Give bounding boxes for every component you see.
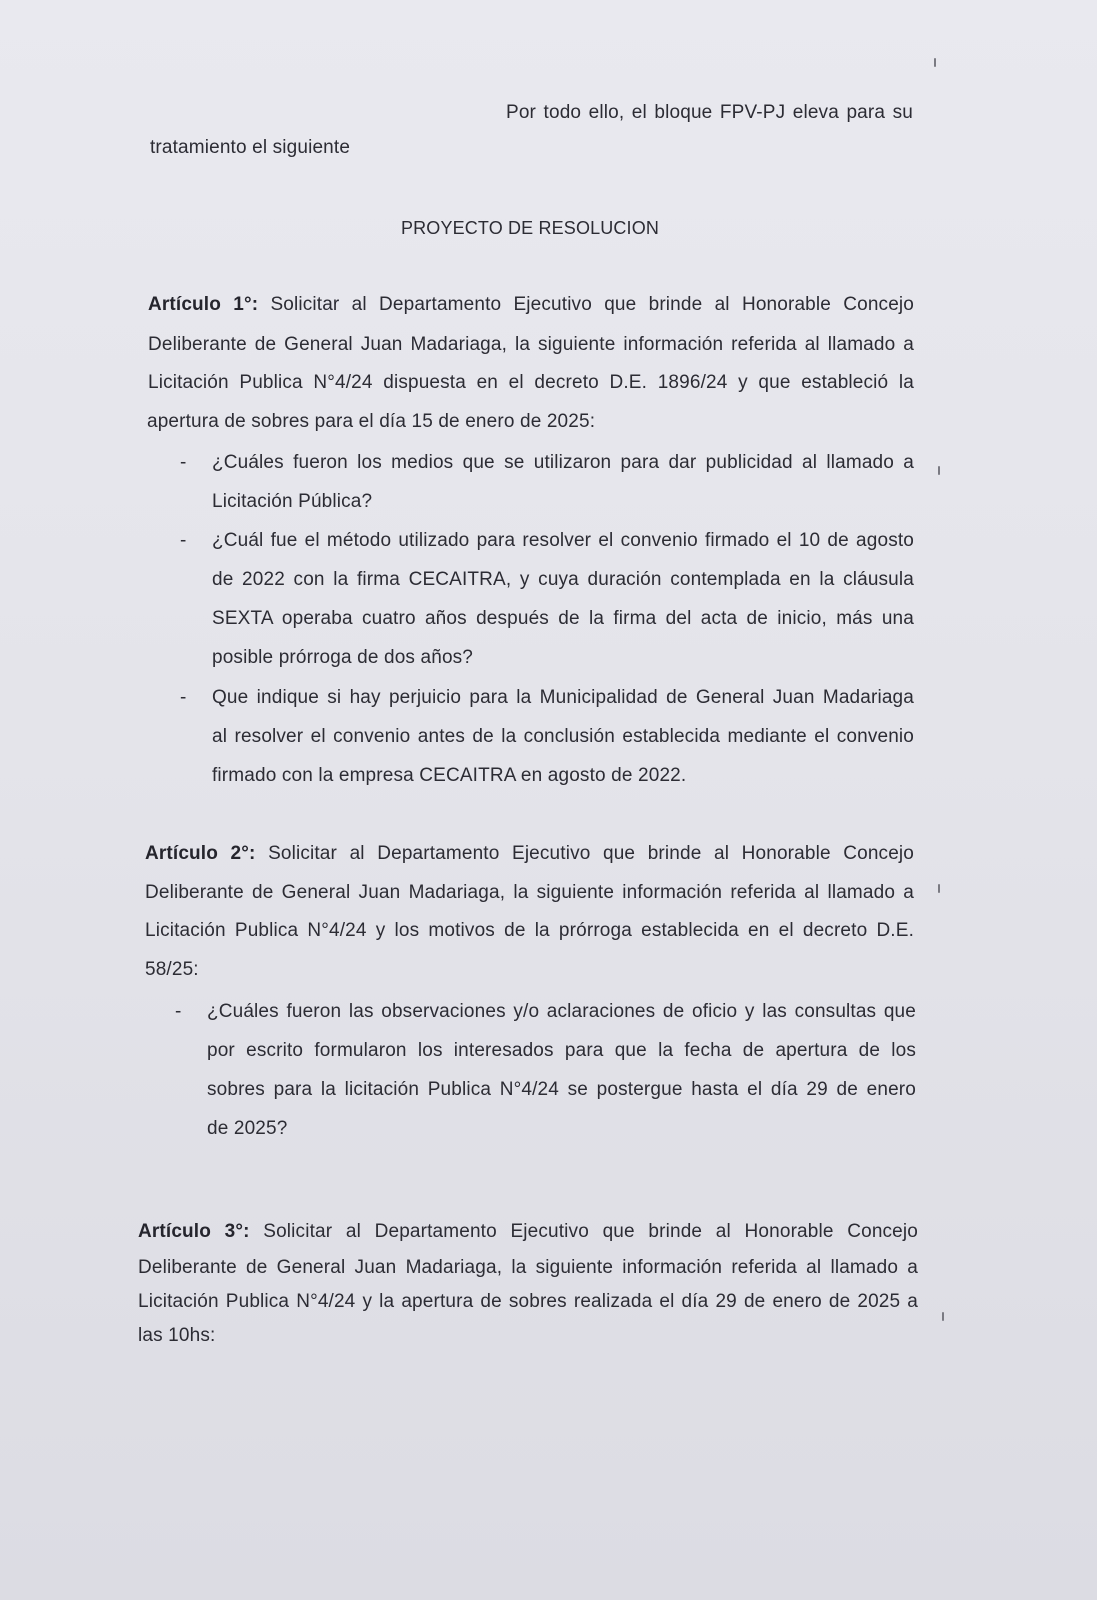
article-1-line-2: Deliberante de General Juan Madariaga, la siguiente información referida al llamado a — [148, 334, 914, 355]
article-2-line-4: 58/25: — [145, 959, 199, 980]
article-1-line-4: apertura de sobres para el día 15 de enero de 2025: — [147, 411, 596, 432]
intro-line-2: tratamiento el siguiente — [150, 137, 351, 158]
document-title: PROYECTO DE RESOLUCION — [400, 218, 660, 238]
bullet-dash: - — [175, 1001, 182, 1022]
article-3-line-2: Deliberante de General Juan Madariaga, la siguiente información referida al llamado a — [138, 1257, 918, 1278]
margin-mark — [938, 884, 940, 893]
article-1-line-1 — [148, 293, 914, 317]
article-2-bullet-1-line-1: ¿Cuáles fueron las observaciones y/o aclaraciones de oficio y las consultas que — [207, 1001, 916, 1022]
bullet-dash: - — [180, 687, 187, 708]
intro-line-1: Por todo ello, el bloque FPV-PJ eleva para su — [506, 102, 913, 123]
article-2-line-1 — [145, 842, 914, 866]
article-1-bullet-2-line-2: de 2022 con la firma CECAITRA, y cuya duración contemplada en la cláusula — [212, 569, 914, 590]
article-1-bullet-1-line-1: ¿Cuáles fueron los medios que se utilizaron para dar publicidad al llamado a — [212, 452, 914, 473]
article-1-bullet-2-line-3: SEXTA operaba cuatro años después de la firma del acta de inicio, más una — [212, 608, 914, 629]
article-2-heading: Artículo 2°: — [145, 843, 256, 864]
article-2-line-2: Deliberante de General Juan Madariaga, la siguiente información referida al llamado a — [145, 882, 914, 903]
bullet-dash: - — [180, 452, 187, 473]
margin-mark — [942, 1312, 944, 1321]
article-1-text: Solicitar al Departamento Ejecutivo que brinde al Honorable Concejo — [270, 294, 914, 315]
article-2-text: Solicitar al Departamento Ejecutivo que brinde al Honorable Concejo — [268, 843, 915, 864]
article-2-line-3: Licitación Publica N°4/24 y los motivos de la prórroga establecida en el decreto D.E. — [145, 920, 914, 941]
article-1-bullet-3-line-2: al resolver el convenio antes de la conclusión establecida mediante el convenio — [212, 726, 914, 747]
article-2-bullet-1-line-3: sobres para la licitación Publica N°4/24 se postergue hasta el día 29 de enero — [207, 1079, 916, 1100]
article-1-bullet-3-line-1: Que indique si hay perjuicio para la Municipalidad de General Juan Madariaga — [212, 687, 914, 708]
article-2-bullet-1-line-2: por escrito formularon los interesados para que la fecha de apertura de los — [207, 1040, 916, 1061]
article-2-bullet-1-line-4: de 2025? — [207, 1118, 288, 1139]
article-3-line-4: las 10hs: — [138, 1325, 216, 1346]
article-1-bullet-2-line-1: ¿Cuál fue el método utilizado para resolver el convenio firmado el 10 de agosto — [212, 530, 914, 551]
bullet-dash: - — [180, 530, 187, 551]
article-1-line-3: Licitación Publica N°4/24 dispuesta en el decreto D.E. 1896/24 y que estableció la — [148, 372, 914, 393]
article-1-bullet-1-line-2: Licitación Pública? — [212, 491, 373, 512]
article-1-bullet-2-line-4: posible prórroga de dos años? — [212, 647, 474, 668]
article-3-text: Solicitar al Departamento Ejecutivo que brinde al Honorable Concejo — [263, 1221, 918, 1242]
margin-mark — [938, 466, 940, 475]
margin-mark — [934, 58, 936, 67]
article-1-bullet-3-line-3: firmado con la empresa CECAITRA en agosto de 2022. — [212, 765, 687, 786]
article-1-heading: Artículo 1°: — [148, 294, 259, 315]
article-3-heading: Artículo 3°: — [138, 1221, 250, 1242]
article-3-line-3: Licitación Publica N°4/24 y la apertura de sobres realizada el día 29 de enero de 2025 a — [138, 1291, 918, 1312]
article-3-line-1 — [138, 1220, 918, 1244]
